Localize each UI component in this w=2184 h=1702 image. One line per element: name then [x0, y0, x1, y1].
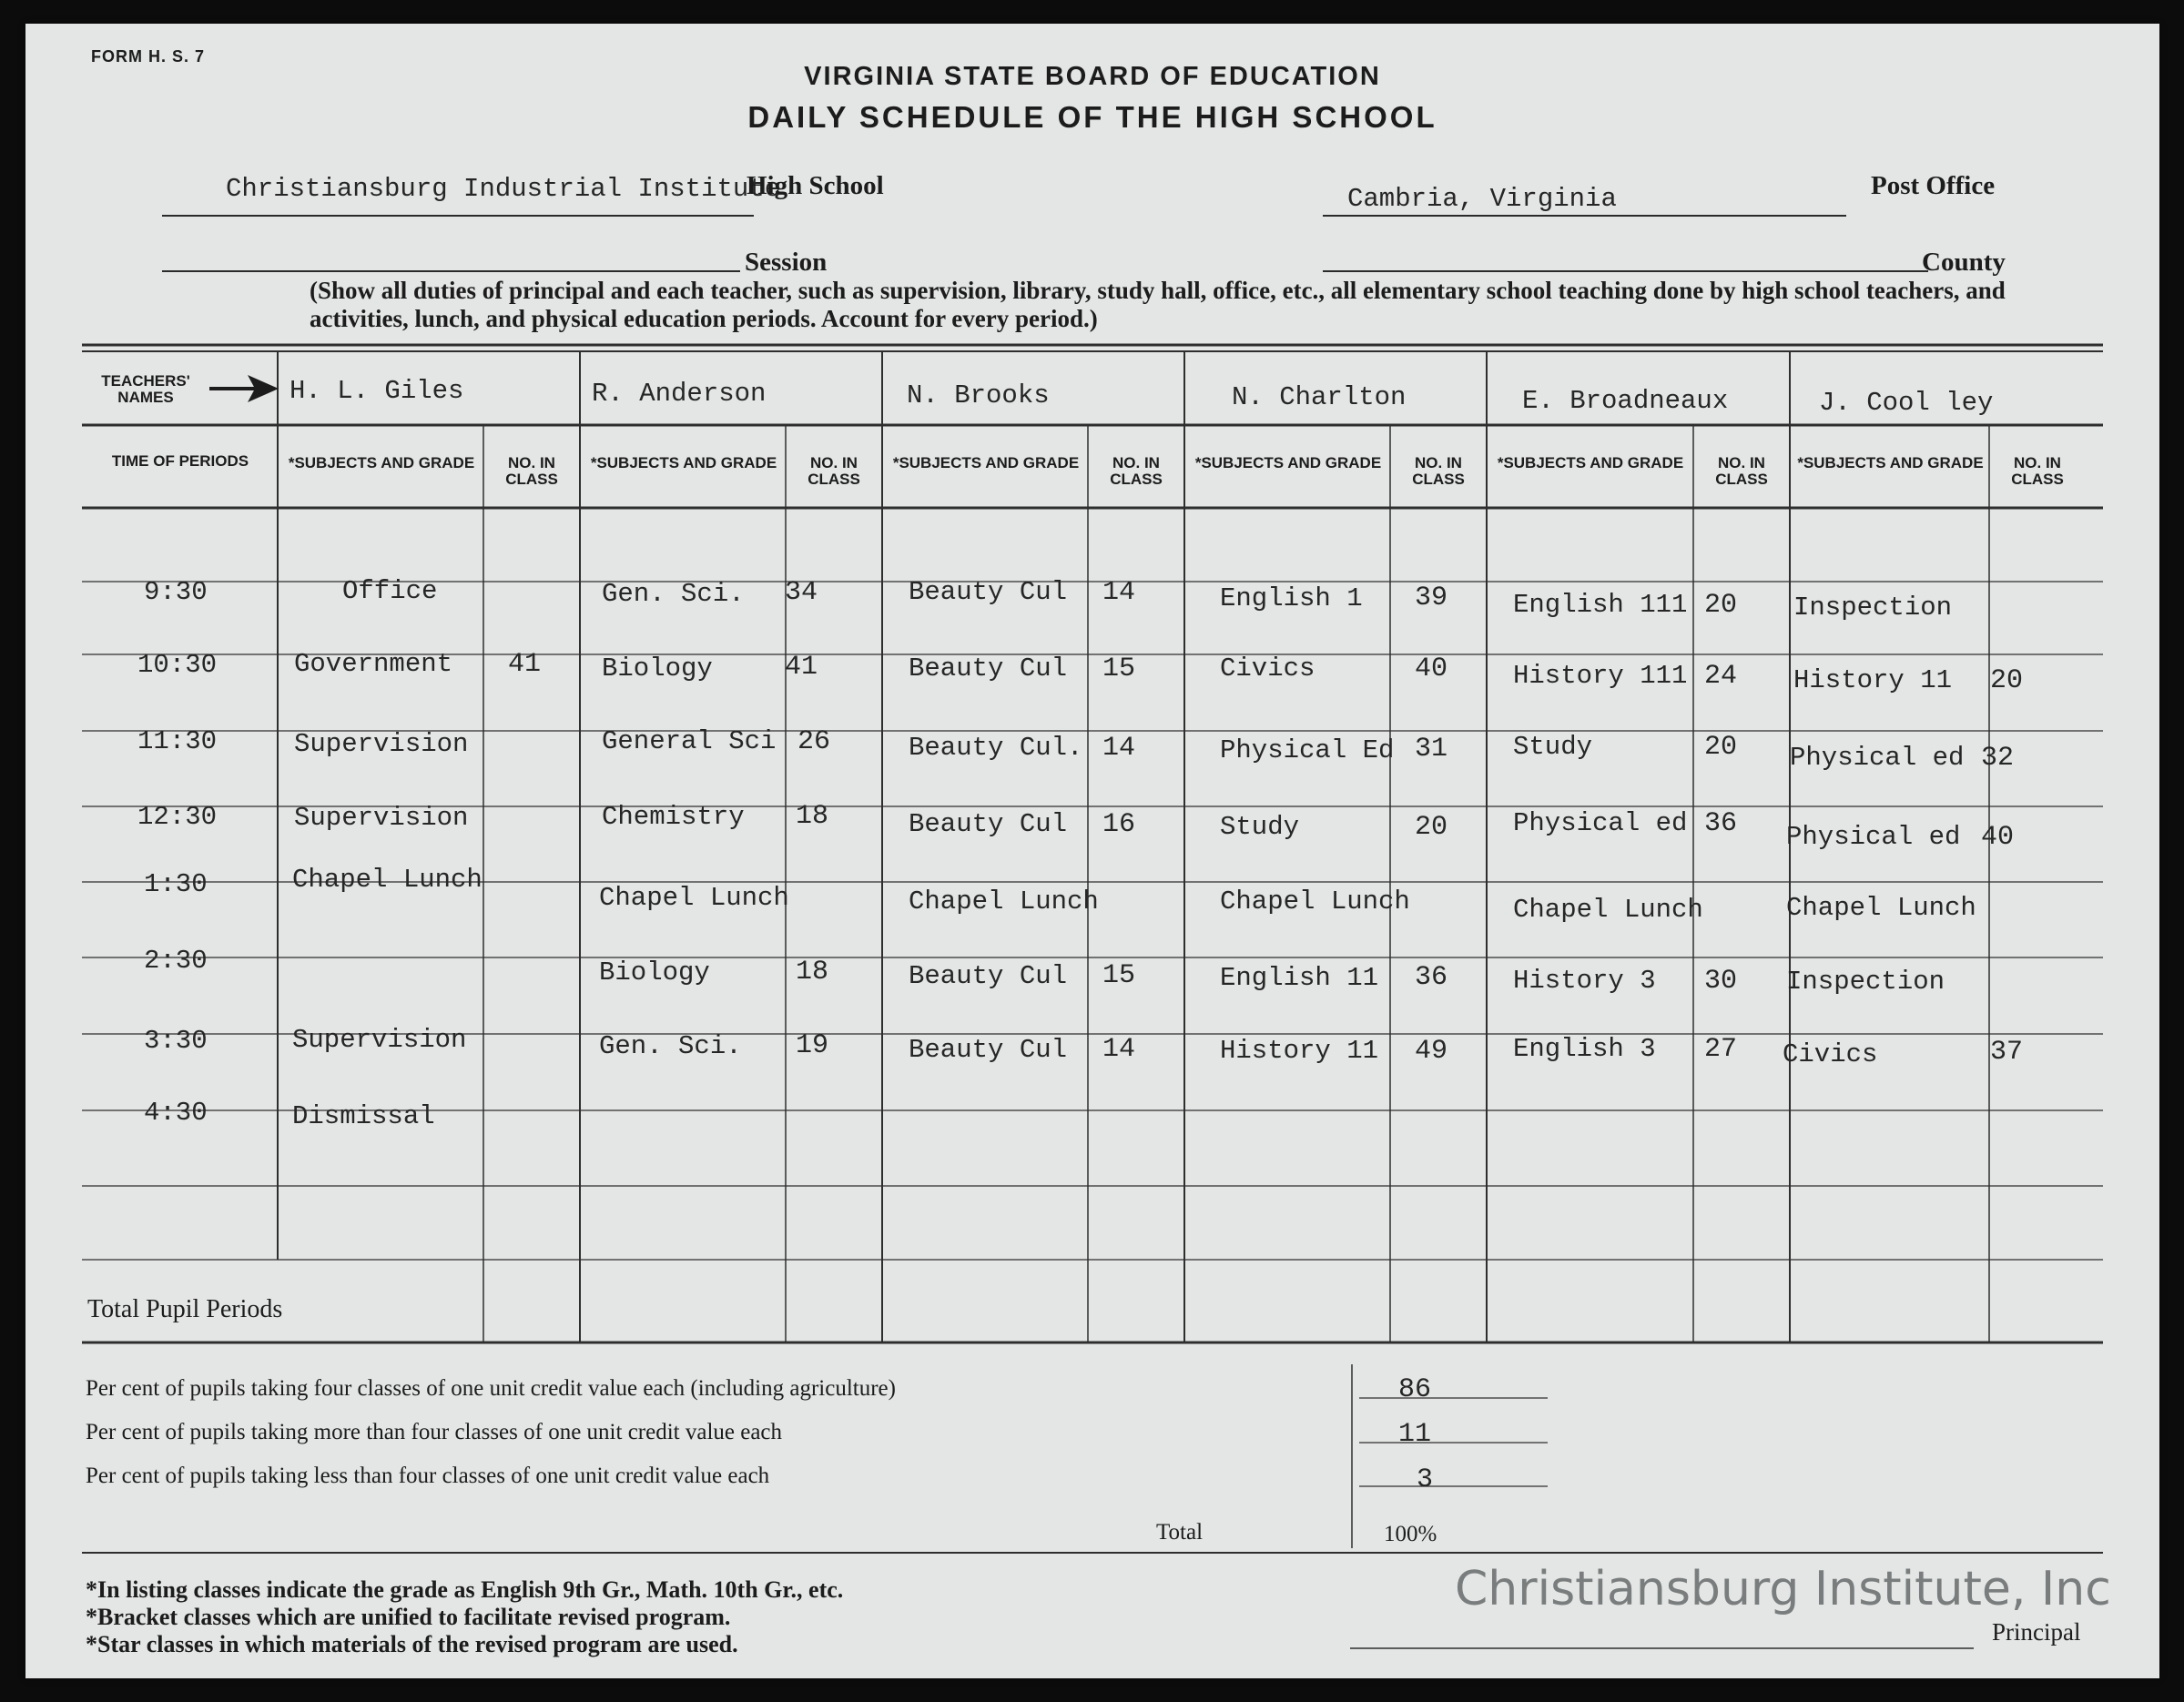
teacher-name: J. Cool ley — [1819, 388, 1994, 418]
schedule-count: 20 — [1990, 665, 2024, 696]
percent-row-value: 11 — [1398, 1419, 1432, 1450]
schedule-subject: History 11 — [1793, 665, 1953, 695]
schedule-subject: English 11 — [1220, 963, 1379, 993]
schedule-count: 18 — [796, 957, 829, 988]
schedule-subject: English 111 — [1513, 590, 1688, 620]
schedule-count: 20 — [1415, 812, 1448, 843]
schedule-subject: Study — [1220, 812, 1300, 842]
schedule-subject: Dismissal — [292, 1101, 435, 1131]
period-time: 9:30 — [144, 577, 208, 607]
schedule-subject: Beauty Cul. — [909, 733, 1083, 763]
count-header: NO. IN CLASS — [2011, 454, 2064, 488]
county-label: County — [1922, 248, 2006, 277]
schedule-subject: Gen. Sci. — [602, 579, 745, 609]
principal-label: Principal — [1992, 1618, 2081, 1646]
schedule-count: 14 — [1102, 577, 1136, 608]
schedule-count: 20 — [1704, 590, 1738, 621]
schedule-count: 32 — [1981, 743, 2015, 774]
schedule-count: 40 — [1415, 653, 1448, 684]
subjects-header: *SUBJECTS AND GRADE — [892, 454, 1080, 471]
schedule-subject: History 11 — [1220, 1036, 1379, 1066]
schedule-count: 34 — [785, 577, 818, 608]
schedule-count: 16 — [1102, 809, 1136, 840]
schedule-subject: Civics — [1220, 653, 1315, 684]
schedule-count: 37 — [1990, 1037, 2024, 1068]
schedule-count: 14 — [1102, 1034, 1136, 1065]
schedule-count: 24 — [1704, 661, 1738, 692]
schedule-subject: Inspection — [1793, 593, 1953, 623]
schedule-count: 26 — [797, 726, 831, 757]
schedule-count: 40 — [1981, 822, 2015, 853]
period-time: 10:30 — [137, 650, 218, 680]
schedule-subject: Supervision — [294, 803, 469, 833]
count-header: NO. IN CLASS — [808, 454, 860, 488]
schedule-subject: Beauty Cul — [909, 1035, 1068, 1065]
percent-row-label: Per cent of pupils taking more than four classes of one unit credit value each — [86, 1420, 783, 1444]
schedule-subject: English 1 — [1220, 583, 1363, 613]
subjects-header: *SUBJECTS AND GRADE — [1194, 454, 1382, 471]
period-time: 11:30 — [137, 726, 218, 756]
schedule-count: 15 — [1102, 653, 1136, 684]
schedule-count: 41 — [785, 652, 818, 683]
schedule-subject: Gen. Sci. — [599, 1031, 742, 1061]
schedule-subject: Office — [342, 576, 438, 606]
teacher-name: E. Broadneaux — [1522, 386, 1729, 416]
period-time: 2:30 — [144, 946, 208, 976]
percent-row-value: 3 — [1417, 1464, 1434, 1495]
post-office-label: Post Office — [1871, 171, 1996, 200]
schedule-count: 36 — [1415, 962, 1448, 993]
schedule-subject: Chapel Lunch — [1786, 893, 1976, 923]
footnote: *In listing classes indicate the grade as English 9th Gr., Math. 10th Gr., etc. — [86, 1576, 844, 1603]
schedule-count: 30 — [1704, 966, 1738, 997]
watermark: Christiansburg Institute, Inc — [1455, 1562, 2111, 1616]
schedule-count: 27 — [1704, 1034, 1738, 1065]
count-header: NO. IN CLASS — [1110, 454, 1163, 488]
subjects-header: *SUBJECTS AND GRADE — [590, 454, 777, 471]
schedule-subject: History 111 — [1513, 661, 1688, 691]
period-time: 3:30 — [144, 1026, 208, 1056]
schedule-subject: Chapel Lunch — [1513, 895, 1703, 925]
schedule-subject: English 3 — [1513, 1034, 1656, 1064]
count-header: NO. IN CLASS — [1412, 454, 1465, 488]
schedule-subject: Study — [1513, 732, 1593, 762]
schedule-count: 41 — [508, 649, 542, 680]
schedule-subject: History 3 — [1513, 966, 1656, 996]
percent-row-label: Per cent of pupils taking less than four classes of one unit credit value each — [86, 1464, 770, 1488]
schedule-subject: Government — [294, 649, 453, 679]
teachers-names-label: TEACHERS' NAMES — [101, 372, 190, 406]
schedule-subject: Supervision — [294, 729, 469, 759]
schedule-count: 31 — [1415, 734, 1448, 765]
period-time: 1:30 — [144, 869, 208, 899]
schedule-subject: Physical Ed — [1220, 735, 1395, 765]
schedule-count: 15 — [1102, 960, 1136, 991]
post-office-value: Cambria, Virginia — [1347, 184, 1617, 214]
form-id: FORM H. S. 7 — [91, 47, 206, 66]
percent-row-label: Per cent of pupils taking four classes of one unit credit value each (including agriculture) — [86, 1376, 896, 1401]
schedule-count: 20 — [1704, 732, 1738, 763]
schedule-count: 18 — [796, 801, 829, 832]
count-header: NO. IN CLASS — [1715, 454, 1768, 488]
total-pupil-periods-label: Total Pupil Periods — [87, 1295, 283, 1323]
form-sheet — [25, 24, 2159, 1678]
subjects-header: *SUBJECTS AND GRADE — [1797, 454, 1984, 471]
subjects-header: *SUBJECTS AND GRADE — [1497, 454, 1684, 471]
teacher-name: R. Anderson — [592, 379, 767, 409]
period-time: 4:30 — [144, 1098, 208, 1128]
schedule-subject: Chapel Lunch — [599, 883, 789, 913]
teacher-name: N. Charlton — [1232, 382, 1407, 412]
session-label: Session — [745, 248, 828, 277]
schedule-count: 19 — [796, 1030, 829, 1061]
schedule-count: 14 — [1102, 733, 1136, 764]
footnote: *Star classes in which materials of the revised program are used. — [86, 1631, 738, 1657]
schedule-subject: Beauty Cul — [909, 961, 1068, 991]
percent-total-value: 100% — [1384, 1522, 1437, 1546]
period-time: 12:30 — [137, 802, 218, 832]
schedule-subject: Chapel Lunch — [1220, 886, 1410, 917]
schedule-subject: Beauty Cul — [909, 653, 1068, 684]
count-header: NO. IN CLASS — [505, 454, 558, 488]
schedule-subject: Beauty Cul — [909, 809, 1068, 839]
form-title: VIRGINIA STATE BOARD OF EDUCATION — [804, 62, 1381, 91]
school-name-value: Christiansburg Industrial Institute — [226, 174, 781, 204]
schedule-subject: Chemistry — [602, 802, 745, 832]
schedule-subject: Inspection — [1786, 967, 1945, 997]
arrow-icon — [209, 375, 279, 402]
instructions: (Show all duties of principal and each teacher, such as supervision, library, study hall, office, etc., all elementary school teaching done by high school teachers, and activities, lunch, and physical education periods. Account for every period.) — [310, 277, 2006, 332]
schedule-subject: Chapel Lunch — [909, 886, 1099, 917]
subjects-header: *SUBJECTS AND GRADE — [288, 454, 475, 471]
schedule-count: 36 — [1704, 808, 1738, 839]
percent-row-value: 86 — [1398, 1374, 1432, 1405]
schedule-count: 49 — [1415, 1036, 1448, 1067]
percent-total-label: Total — [1156, 1520, 1204, 1545]
schedule-subject: Biology — [599, 957, 710, 988]
form-subtitle: DAILY SCHEDULE OF THE HIGH SCHOOL — [747, 100, 1437, 134]
schedule-subject: Physical ed — [1790, 743, 1965, 773]
teacher-name: H. L. Giles — [290, 376, 464, 406]
high-school-label: High School — [747, 171, 884, 200]
schedule-subject: Beauty Cul — [909, 577, 1068, 607]
schedule-subject: Physical ed — [1513, 808, 1688, 838]
time-of-periods-header: TIME OF PERIODS — [111, 452, 249, 470]
schedule-subject: Biology — [602, 653, 713, 684]
footnote: *Bracket classes which are unified to facilitate revised program. — [86, 1604, 731, 1630]
schedule-subject: Civics — [1783, 1039, 1878, 1069]
schedule-subject: Physical ed — [1786, 822, 1961, 852]
teacher-name: N. Brooks — [907, 380, 1050, 410]
schedule-subject: Supervision — [292, 1025, 467, 1055]
schedule-subject: Chapel Lunch — [292, 865, 483, 895]
schedule-count: 39 — [1415, 583, 1448, 613]
schedule-subject: General Sci — [602, 726, 777, 756]
